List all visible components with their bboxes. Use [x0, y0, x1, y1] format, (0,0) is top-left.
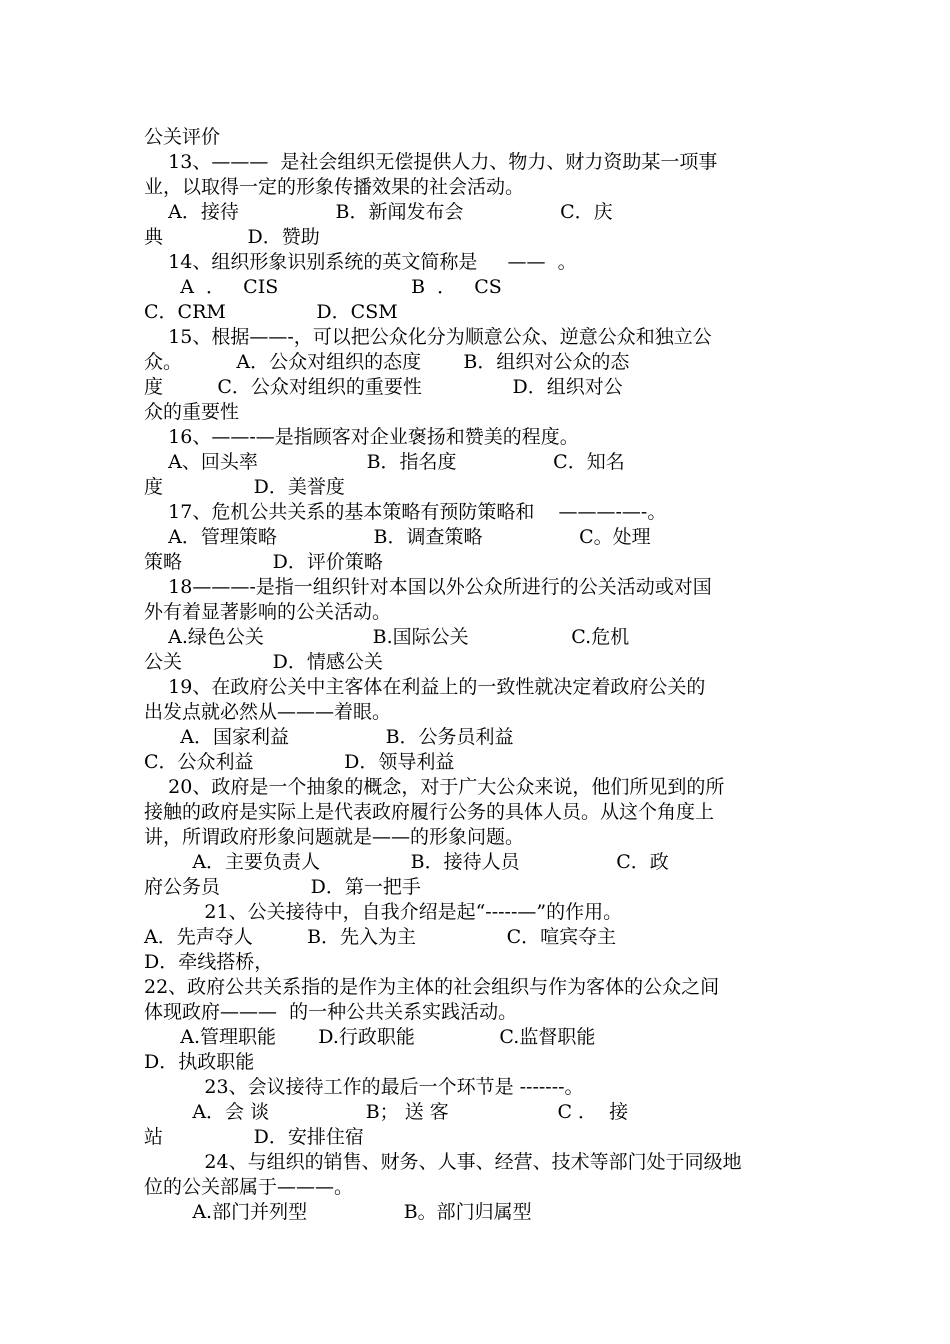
text-line: 站 D．安排住宿	[144, 1126, 364, 1148]
text-line: 公关评价	[144, 126, 221, 148]
question-16-stem: 16、——-—是指顾客对企业褒扬和赞美的程度。	[144, 426, 579, 448]
text-line: 体现政府——— 的一种公共关系实践活动。	[144, 1001, 518, 1023]
question-14-stem: 14、组织形象识别系统的英文简称是 —— 。	[144, 251, 577, 273]
question-21-options: A．先声夺人 B．先入为主 C．喧宾夺主	[144, 926, 617, 948]
question-18-options: A.绿色公关 B.国际公关 C.危机	[144, 626, 630, 648]
text-line: D．牵线搭桥，	[144, 951, 274, 973]
text-line: 接触的政府是实际上是代表政府履行公务的具体人员。从这个角度上	[144, 801, 715, 823]
text-line: 外有着显著影响的公关活动。	[144, 601, 392, 623]
question-18-stem: 18———-是指一组织针对本国以外公众所进行的公关活动或对国	[144, 576, 712, 598]
question-19-options: A．国家利益 B．公务员利益	[144, 726, 514, 748]
question-15-options: 众。 A．公众对组织的态度 B．组织对公众的态	[144, 351, 630, 373]
text-line: 出发点就必然从———着眼。	[144, 701, 392, 723]
text-line: 度 C．公众对组织的重要性 D．组织对公	[144, 376, 623, 398]
text-line: 度 D．美誉度	[144, 476, 345, 498]
question-22-options: A.管理职能 D.行政职能 C.监督职能	[144, 1026, 596, 1048]
question-17-options: A．管理策略 B．调查策略 C。处理	[144, 526, 651, 548]
question-24-options: A.部门并列型 B。部门归属型	[144, 1201, 532, 1223]
question-14-options: A ． CIS B ． CS	[144, 276, 502, 298]
text-line: D．执政职能	[144, 1051, 255, 1073]
text-line: 讲，所谓政府形象问题就是——的形象问题。	[144, 826, 525, 848]
question-16-options: A、回头率 B．指名度 C．知名	[144, 451, 625, 473]
question-15-stem: 15、根据——-，可以把公众化分为顺意公众、逆意公众和独立公	[144, 326, 712, 348]
text-line: 位的公关部属于———。	[144, 1176, 354, 1198]
question-13-stem: 13、——— 是社会组织无偿提供人力、物力、财力资助某一项事	[144, 151, 718, 173]
text-line: 策略 D．评价策略	[144, 551, 383, 573]
question-20-stem: 20、政府是一个抽象的概念，对于广大公众来说，他们所见到的所	[144, 776, 725, 798]
question-13-options: A．接待 B．新闻发布会 C．庆	[144, 201, 613, 223]
text-line: 府公务员 D．第一把手	[144, 876, 421, 898]
question-23-options: A．会 谈 B； 送 客 C ． 接	[144, 1101, 629, 1123]
text-line: C．CRM D．CSM	[144, 301, 398, 323]
text-line: 众的重要性	[144, 401, 240, 423]
text-line: 典 D．赞助	[144, 226, 320, 248]
question-17-stem: 17、危机公共关系的基本策略有预防策略和 ———-—-。	[144, 501, 667, 523]
question-22-stem: 22、政府公共关系指的是作为主体的社会组织与作为客体的公众之间	[144, 976, 720, 998]
question-19-stem: 19、在政府公关中主客体在利益上的一致性就决定着政府公关的	[144, 676, 706, 698]
text-line: 公关 D．情感公关	[144, 651, 383, 673]
question-23-stem: 23、会议接待工作的最后一个环节是 -------。	[144, 1076, 584, 1098]
text-line: 业，以取得一定的形象传播效果的社会活动。	[144, 176, 525, 198]
question-21-stem: 21、公关接待中，自我介绍是起“-----—”的作用。	[144, 901, 623, 923]
question-20-options: A．主要负责人 B．接待人员 C．政	[144, 851, 669, 873]
text-line: C．公众利益 D．领导利益	[144, 751, 455, 773]
question-24-stem: 24、与组织的销售、财务、人事、经营、技术等部门处于同级地	[144, 1151, 742, 1173]
